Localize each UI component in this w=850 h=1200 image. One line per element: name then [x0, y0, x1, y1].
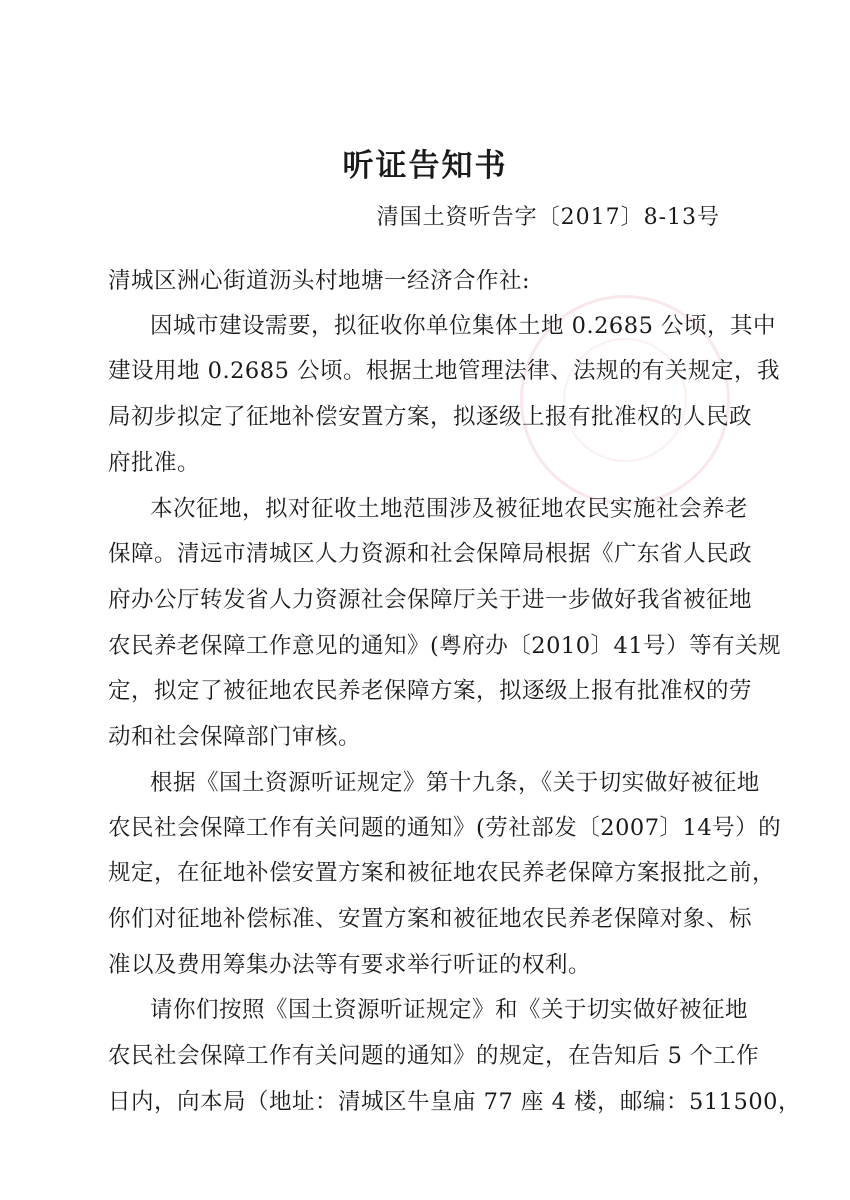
- paragraph-line: 农民社会保障工作有关问题的通知》的规定，在告知后 5 个工作: [108, 1043, 760, 1069]
- document-number: 清国土资听告字〔2017〕8-13号: [376, 205, 720, 230]
- paragraph-line: 准以及费用筹集办法等有要求举行听证的权利。: [108, 952, 592, 978]
- paragraph-line: 请你们按照《国土资源听证规定》和《关于切实做好被征地: [150, 997, 749, 1023]
- paragraph-line: 农民养老保障工作意见的通知》(粤府办〔2010〕41号）等有关规: [108, 633, 782, 659]
- paragraph-line: 日内，向本局（地址：清城区牛皇庙 77 座 4 楼，邮编：511500，: [108, 1089, 801, 1115]
- paragraph-line: 定，拟定了被征地农民养老保障方案，拟逐级上报有批准权的劳: [108, 678, 753, 704]
- paragraph-line: 农民社会保障工作有关问题的通知》(劳社部发〔2007〕14号）的: [108, 815, 782, 841]
- paragraph-line: 因城市建设需要，拟征收你单位集体土地 0.2685 公顷，其中: [150, 313, 777, 339]
- paragraph-line: 府办公厅转发省人力资源社会保障厅关于进一步做好我省被征地: [108, 587, 753, 613]
- salutation: 清城区洲心街道沥头村地塘一经济合作社:: [108, 268, 531, 294]
- paragraph-line: 局初步拟定了征地补偿安置方案，拟逐级上报有批准权的人民政: [108, 404, 753, 430]
- paragraph-line: 根据《国土资源听证规定》第十九条，《关于切实做好被征地: [150, 770, 760, 796]
- paragraph-line: 保障。清远市清城区人力资源和社会保障局根据《广东省人民政: [108, 541, 753, 567]
- paragraph-line: 你们对征地补偿标准、安置方案和被征地农民养老保障对象、标: [108, 906, 753, 932]
- paragraph-line: 建设用地 0.2685 公顷。根据土地管理法律、法规的有关规定，我: [108, 358, 781, 384]
- paragraph-line: 府批准。: [108, 450, 201, 476]
- paragraph-line: 动和社会保障部门审核。: [108, 724, 362, 750]
- paragraph-line: 规定，在征地补偿安置方案和被征地农民养老保障方案报批之前，: [108, 860, 776, 886]
- document-title: 听证告知书: [342, 148, 508, 184]
- paragraph-line: 本次征地，拟对征收土地范围涉及被征地农民实施社会养老: [150, 496, 749, 522]
